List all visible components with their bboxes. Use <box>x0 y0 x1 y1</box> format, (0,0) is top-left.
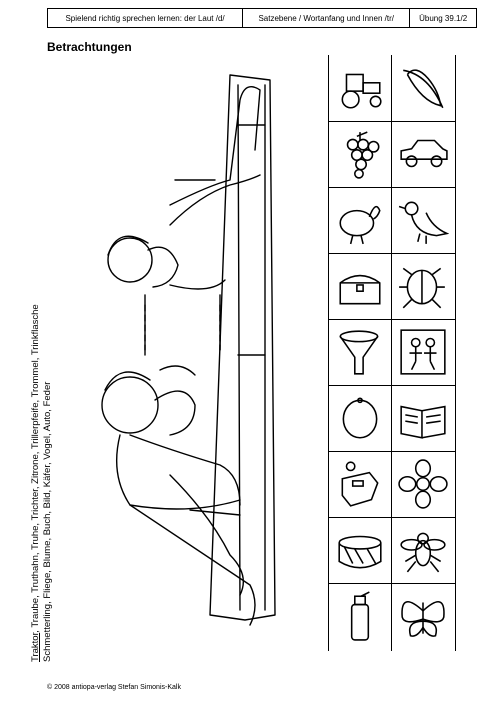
feather-icon <box>392 55 454 121</box>
picture-icon <box>392 319 454 385</box>
word-item: Traktor <box>30 632 41 662</box>
lemon-icon <box>329 385 391 451</box>
header-table <box>47 8 477 28</box>
header-topic: Satzebene / Wortanfang und Innen /tr/ <box>243 9 410 27</box>
turkey-icon <box>329 187 391 253</box>
funnel-icon <box>329 319 391 385</box>
word-list-tr: Traktor, Traube, Truthahn, Truhe, Trichter, Zitrone, Trillerpfeife, Trommel, Trinkflasche <box>30 304 41 662</box>
grapes-icon <box>329 121 391 187</box>
picture-grid <box>328 55 456 651</box>
bird-icon <box>392 187 454 253</box>
tractor-icon <box>329 55 391 121</box>
bottle-icon <box>329 583 391 649</box>
chest-icon <box>329 253 391 319</box>
beetle-icon <box>392 253 454 319</box>
word-item: Zitrone <box>30 454 41 484</box>
word-item: Trommel <box>30 360 41 398</box>
word-item: Truhe <box>30 525 41 551</box>
word-list-distractors: Schmetterling, Fliege, Blume, Buch, Bild, Käfer, Vogel, Auto, Feder <box>42 381 53 662</box>
car-icon <box>392 121 454 187</box>
butterfly-icon <box>392 583 454 649</box>
header-series-title: Spielend richtig sprechen lernen: der Laut /d/ <box>48 9 243 27</box>
word-item: Trichter <box>30 489 41 521</box>
whistle-icon <box>329 451 391 517</box>
word-item: Traube <box>30 597 41 628</box>
drum-icon <box>329 517 391 583</box>
copyright-footer: © 2008 antiopa-verlag Stefan Simonis-Kalk <box>47 684 181 691</box>
book-icon <box>392 385 454 451</box>
header-exercise-number: Übung 39.1/2 <box>419 13 468 23</box>
word-item: Trinkflasche <box>30 304 41 356</box>
page-title: Betrachtungen <box>47 40 132 54</box>
word-item: Trillerpfeife <box>30 402 41 450</box>
fly-icon <box>392 517 454 583</box>
children-on-bench-illustration <box>60 55 320 675</box>
flower-icon <box>392 451 454 517</box>
word-item: Truthahn <box>30 555 41 593</box>
